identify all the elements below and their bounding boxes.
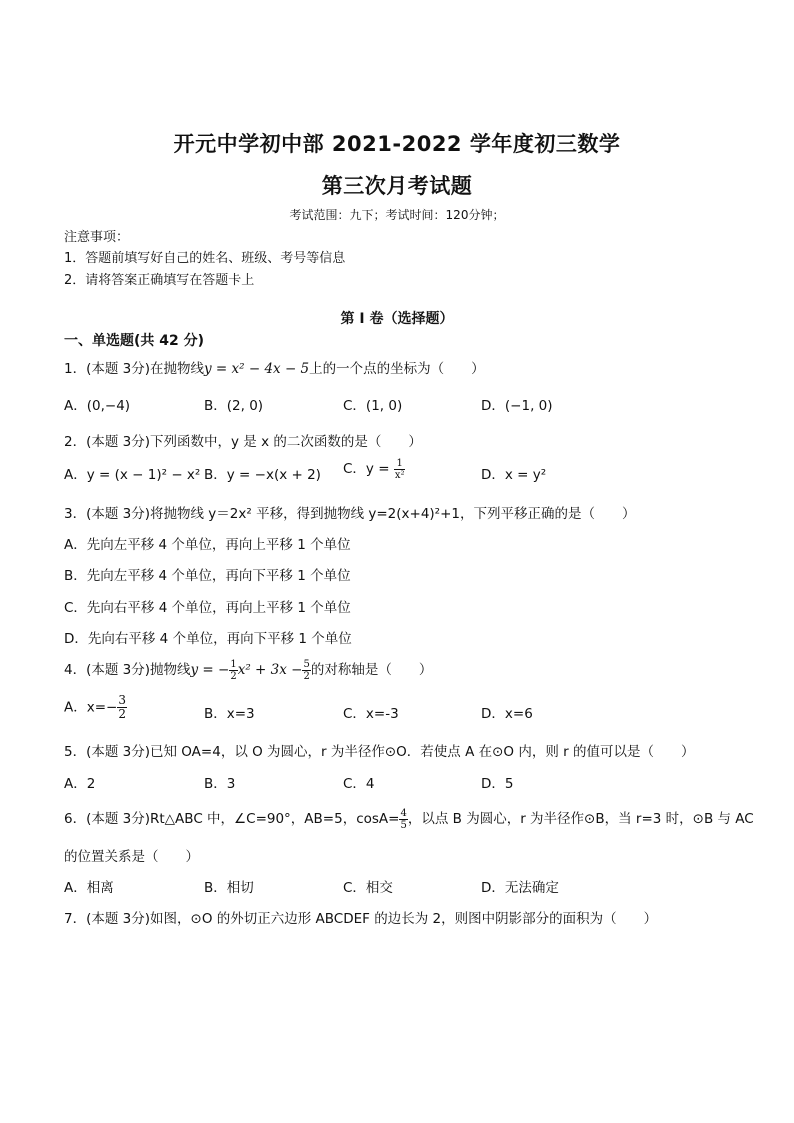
- q2-option-a: A．y = (x − 1)² − x²: [64, 467, 201, 483]
- q4-fraction-1: [229, 659, 237, 682]
- question-1-options: [64, 394, 744, 416]
- q4-option-c: C．x=-3: [343, 706, 399, 722]
- q5-option-c: C．4: [343, 776, 375, 792]
- q6-option-c: C．相交: [343, 880, 393, 896]
- q6-frac-den: 5: [400, 819, 407, 831]
- exam-title-line1: 开元中学初中部 2021-2022 学年度初三数学: [173, 132, 621, 156]
- q1-stem-prefix: 1．(本题 3分)在抛物线: [64, 361, 205, 377]
- question-4-options: [64, 693, 744, 724]
- q4-frac2-den: 2: [303, 670, 310, 682]
- part-heading: 一、单选题(共 42 分): [64, 333, 205, 349]
- q3-option-a: A．先向左平移 4 个单位，再向上平移 1 个单位: [64, 537, 351, 553]
- question-1-stem: [64, 357, 744, 377]
- q5-option-a: A．2: [64, 776, 96, 792]
- q4-option-a-num: 3: [118, 693, 126, 707]
- question-2-stem: 2．(本题 3分)下列函数中，y 是 x 的二次函数的是（ ）: [64, 434, 422, 450]
- question-6-stem: [64, 807, 754, 831]
- q6-frac-num: 4: [400, 807, 407, 819]
- exam-title-line2: 第三次月考试题: [321, 174, 473, 198]
- q1-option-a: A．(0,−4): [64, 398, 131, 414]
- q6-stem-prefix: 6．(本题 3分)Rt△ABC 中，∠C=90°，AB=5，cosA=: [64, 811, 400, 827]
- note-item-1: 1．答题前填写好自己的姓名、班级、考号等信息: [64, 251, 346, 266]
- q2-option-d: D．x = y²: [481, 467, 547, 483]
- q4-option-a-prefix: A．x=−: [64, 699, 118, 716]
- q4-option-a: [64, 694, 127, 721]
- notes-heading: 注意事项：: [64, 230, 130, 245]
- q6-option-d: D．无法确定: [481, 880, 559, 896]
- q1-option-d: D．(−1, 0): [481, 398, 553, 414]
- q4-option-a-den: 2: [118, 707, 126, 721]
- q2-option-c-fraction: [394, 458, 406, 481]
- q5-option-d: D．5: [481, 776, 514, 792]
- q6-fraction: [399, 808, 407, 831]
- question-6-options: [64, 876, 744, 898]
- q2-option-c-num: 1: [394, 458, 406, 470]
- question-5-options: [64, 772, 744, 794]
- q3-option-d: D．先向右平移 4 个单位，再向下平移 1 个单位: [64, 631, 352, 647]
- q1-option-c: C．(1, 0): [343, 398, 403, 414]
- q6-option-b: B．相切: [204, 880, 254, 896]
- q4-math-b: x² + 3x −: [237, 662, 303, 678]
- q2-option-b: B．y = −x(x + 2): [204, 467, 321, 483]
- question-6-stem-line2: 的位置关系是（ ）: [64, 849, 199, 865]
- q1-option-b: B．(2, 0): [204, 398, 264, 414]
- q3-option-c: C．先向右平移 4 个单位，再向上平移 1 个单位: [64, 600, 351, 616]
- q3-option-b: B．先向左平移 4 个单位，再向下平移 1 个单位: [64, 568, 351, 584]
- q6-option-a: A．相离: [64, 880, 114, 896]
- q4-frac1-den: 2: [230, 670, 237, 682]
- q2-option-c: [343, 457, 405, 481]
- q4-option-b: B．x=3: [204, 706, 255, 722]
- section-title: 第 I 卷（选择题）: [340, 311, 454, 327]
- q6-stem-suffix: ，以点 B 为圆心，r 为半径作⊙B，当 r=3 时，⊙B 与 AC: [407, 811, 754, 827]
- question-3-stem: 3．(本题 3分)将抛物线 y＝2x² 平移，得到抛物线 y=2(x+4)²+1，下列平移正确的是（ ）: [64, 506, 636, 522]
- question-7-stem: 7．(本题 3分)如图，⊙O 的外切正六边形 ABCDEF 的边长为 2，则图中阴影部分的面积为（ ）: [64, 911, 658, 927]
- question-4-stem: [64, 658, 744, 682]
- q4-frac2-num: 5: [303, 658, 310, 670]
- q4-stem-suffix: 的对称轴是（ ）: [310, 662, 433, 678]
- question-5-stem: 5．(本题 3分)已知 OA=4，以 O 为圆心，r 为半径作⊙O．若使点 A 在⊙O 内，则 r 的值可以是（ ）: [64, 744, 695, 760]
- q1-stem-math: y = x² − 4x − 5: [204, 361, 310, 377]
- q4-stem-prefix: 4．(本题 3分)抛物线: [64, 662, 191, 678]
- q5-option-b: B．3: [204, 776, 236, 792]
- note-item-2: 2．请将答案正确填写在答题卡上: [64, 273, 255, 288]
- q2-option-c-prefix: C．y =: [343, 461, 390, 477]
- q4-frac1-num: 1: [230, 658, 237, 670]
- exam-info: 考试范围：九下；考试时间：120分钟；: [289, 208, 505, 222]
- q2-option-c-den: x²: [394, 469, 405, 481]
- question-2-options: [64, 457, 744, 485]
- q1-stem-suffix: 上的一个点的坐标为（ ）: [309, 361, 485, 377]
- q4-math-a: y = −: [190, 662, 230, 678]
- q4-fraction-2: [302, 659, 310, 682]
- q4-option-a-fraction: [117, 694, 127, 721]
- q4-option-d: D．x=6: [481, 706, 533, 722]
